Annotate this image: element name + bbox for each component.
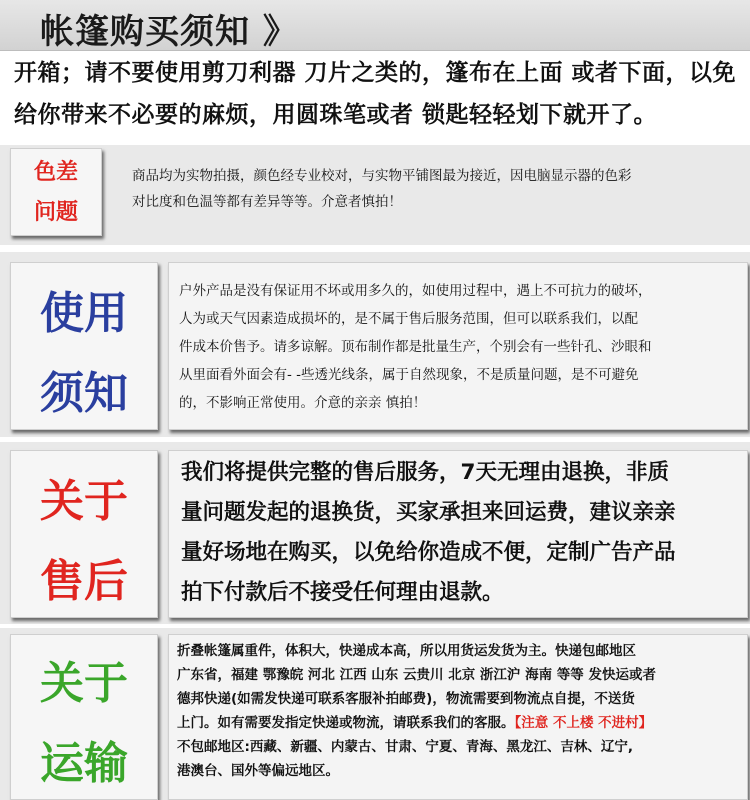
usage-line-1: 户外产品是没有保证用不坏或用多久的，如使用过程中，遇上不可抗力的破坏， [179,283,652,299]
aftersale-label-card [10,450,158,618]
usage-line-5: 的，不影响正常使用。介意的亲亲 慎拍！ [179,395,427,411]
page-title: 帐篷购买须知 》 [40,12,298,52]
shipping-line-2: 广东省，福建 鄂豫皖 河北 江西 山东 云贵川 北京 浙江沪 海南 等等 发快运或者 [177,667,656,683]
usage-label-card [10,262,158,430]
intro-line-1: 开箱；请不要使用剪刀利器 刀片之类的，篷布在上面 或者下面，以免 [14,60,737,86]
shipping-line-4-text: 上门。如有需要发指定快递或物流，请联系我们的客服。 [177,715,515,731]
aftersale-line-3: 量好场地在购买，以免给你造成不便，定制广告产品 [181,540,676,565]
usage-line-2: 人为或天气因素造成损坏的，是不属于售后服务范围，但可以联系我们，以配 [179,311,638,327]
title-bar [0,0,750,51]
color-label-card [10,148,102,236]
color-line-1: 商品均为实物拍摄，颜色经专业校对，与实物平铺图最为接近，因电脑显示器的色彩 [132,168,632,184]
color-label-2: 问题 [33,200,78,225]
usage-content [168,262,748,430]
color-content [112,148,748,236]
usage-label-2: 须知 [40,368,128,419]
usage-label-1: 使用 [40,288,128,339]
usage-line-3: 件成本价售予。请多谅解。顶布制作都是批量生产，个别会有一些针孔、沙眼和 [179,339,652,355]
shipping-label-2: 运输 [40,738,128,789]
intro-notice [0,52,750,144]
shipping-label-1: 关于 [40,658,128,709]
color-line-2: 对比度和色温等都有差异等等。介意者慎拍！ [132,194,402,210]
intro-line-2: 给你带来不必要的麻烦，用圆珠笔或者 锁匙轻轻划下就开了。 [14,102,658,128]
aftersale-line-4: 拍下付款后不接受任何理由退款。 [181,580,504,605]
shipping-line-5: 不包邮地区:西藏、新疆、内蒙古、甘肃、宁夏、青海、黑龙江、吉林、辽宁, [177,739,634,755]
shipping-line-4 [177,711,652,731]
shipping-line-3: 德邦快递(如需发快递可联系客服补拍邮费)，物流需要到物流点自提，不送货 [177,691,635,707]
shipping-line-1: 折叠帐篷属重件，体积大，快递成本高，所以用货运发货为主。快递包邮地区 [177,643,636,659]
shipping-line-6: 港澳台、国外等偏远地区。 [177,763,339,779]
aftersale-label-2: 售后 [40,556,128,607]
aftersale-content [168,450,748,618]
aftersale-label-1: 关于 [40,476,128,527]
color-label-1: 色差 [33,160,78,185]
aftersale-line-2: 量问题发起的退换货，买家承担来回运费，建议亲亲 [181,500,676,525]
shipping-note-badge: 【注意 不上楼 不进村】 [514,715,653,731]
shipping-content [168,634,748,800]
usage-line-4: 从里面看外面会有- -些透光线条，属于自然现象，不是质量问题，是不可避免 [179,367,639,383]
shipping-label-card [10,634,158,800]
aftersale-line-1: 我们将提供完整的售后服务，7天无理由退换，非质 [181,460,669,485]
